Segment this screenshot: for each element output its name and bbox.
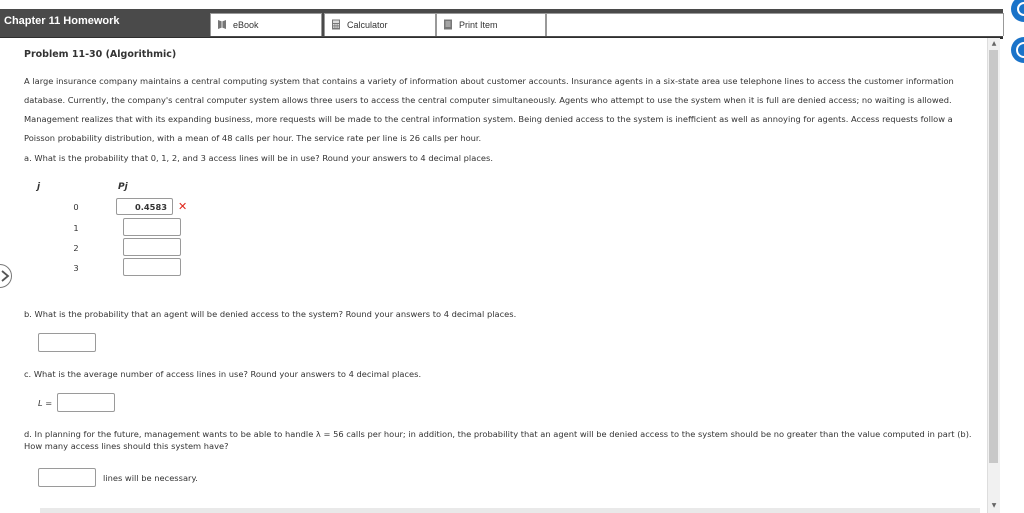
print-item-label: Print Item xyxy=(459,20,498,30)
scroll-down-icon[interactable]: ▼ xyxy=(991,502,997,509)
j-value-1: 1 xyxy=(73,223,79,233)
ebook-icon xyxy=(217,19,227,30)
j-value-3: 3 xyxy=(73,263,79,273)
part-c-label: L = xyxy=(38,398,53,408)
part-c-input[interactable] xyxy=(57,393,115,412)
ring-icon xyxy=(1011,0,1024,22)
j-value-0: 0 xyxy=(73,202,79,212)
bottom-scroll-track xyxy=(40,508,980,513)
part-b-question: b. What is the probability that an agent will be denied access to the system? Round your answers to 4 decimal places. xyxy=(24,309,517,319)
print-item-tab[interactable] xyxy=(436,13,546,36)
ring-icon xyxy=(1011,37,1024,63)
column-pj-header: Pj xyxy=(118,182,128,192)
ebook-tab[interactable] xyxy=(210,13,322,36)
problem-title: Problem 11-30 (Algorithmic) xyxy=(24,49,177,60)
column-j-header: j xyxy=(37,182,41,192)
part-d-question: d. In planning for the future, management wants to be able to handle λ = 56 calls per hour; in addition, the probability that an agent will be denied access to the system should be no greater than the value computed in part (b). How many access lines should this system have? xyxy=(24,429,972,451)
part-b-input[interactable] xyxy=(38,333,96,352)
p0-input[interactable] xyxy=(116,198,173,215)
assignment-header xyxy=(0,9,1003,39)
problem-statement: A large insurance company maintains a central computing system that contains a variety of information about customer accounts. Insurance agents in a six-state area use telephone lines to access the customer information database. Currently, the company's central computer system allows three users to access the central computer simultaneously. Agents who attempt to use the system when it is full are denied access; no waiting is allowed. Management realizes that with its expanding business, more requests will be made to the central information system. Being denied access to the system is inefficient as well as annoying for agents. Access requests follow a Poisson probability distribution, with a mean of 48 calls per hour. The service rate per line is 26 calls per hour. xyxy=(24,76,954,143)
ebook-label: eBook xyxy=(233,20,259,30)
header-blank-area xyxy=(546,13,1004,36)
calculator-tab[interactable] xyxy=(324,13,436,36)
part-a-question: a. What is the probability that 0, 1, 2, and 3 access lines will be in use? Round your answers to 4 decimal places. xyxy=(24,153,493,163)
assignment-title: Chapter 11 Homework xyxy=(4,15,120,27)
vertical-scrollbar[interactable] xyxy=(987,38,1000,513)
side-action-button[interactable] xyxy=(1011,37,1024,63)
j-value-2: 2 xyxy=(73,243,79,253)
side-action-button-top[interactable] xyxy=(1011,0,1024,22)
p1-input[interactable] xyxy=(123,218,181,236)
incorrect-mark-icon: ✕ xyxy=(178,200,188,213)
calculator-label: Calculator xyxy=(347,20,388,30)
part-d-suffix: lines will be necessary. xyxy=(103,473,198,483)
chevron-right-icon xyxy=(0,265,11,287)
scroll-thumb[interactable] xyxy=(989,50,998,463)
previous-button[interactable] xyxy=(0,264,12,288)
calculator-icon xyxy=(331,19,341,30)
p3-input[interactable] xyxy=(123,258,181,276)
part-d-input[interactable] xyxy=(38,468,96,487)
print-icon xyxy=(443,19,453,30)
part-c-question: c. What is the average number of access lines in use? Round your answers to 4 decimal places. xyxy=(24,369,422,379)
scroll-up-icon[interactable]: ▲ xyxy=(991,40,997,47)
p2-input[interactable] xyxy=(123,238,181,256)
